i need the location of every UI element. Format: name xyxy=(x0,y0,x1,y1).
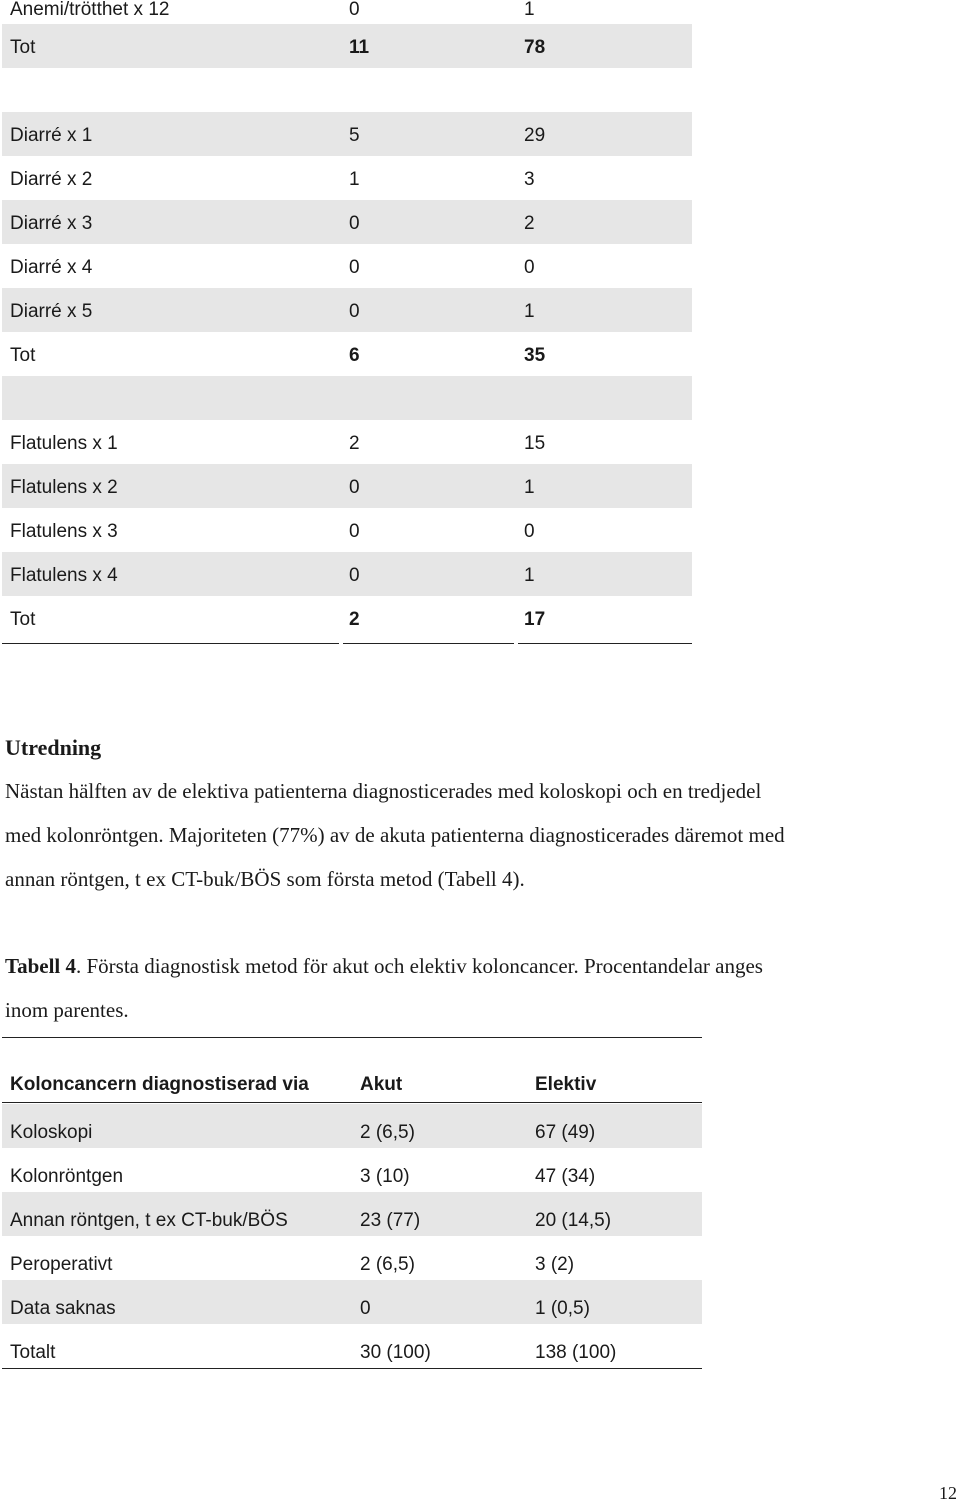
table-cell-elektiv: 1 xyxy=(524,301,535,322)
table-cell-elektiv: 0 xyxy=(524,521,535,542)
table-cell-elektiv: 1 xyxy=(524,565,535,586)
table4-header-elektiv: Elektiv xyxy=(535,1074,597,1095)
table-cell-label: Anemi/trötthet x 12 xyxy=(10,0,170,20)
table-cell-akut: 0 xyxy=(349,565,360,586)
table-cell-elektiv: 67 (49) xyxy=(535,1122,596,1143)
table-row xyxy=(2,68,692,112)
table-cell-akut: 6 xyxy=(349,345,360,366)
table-cell-elektiv: 15 xyxy=(524,433,546,454)
table-row xyxy=(2,1104,702,1148)
table-cell-akut: 0 xyxy=(349,521,360,542)
table-row xyxy=(2,288,692,332)
table4-header-rule xyxy=(2,1102,702,1103)
table-cell-akut: 3 (10) xyxy=(360,1166,410,1187)
table-row xyxy=(2,1148,702,1192)
table-caption-continued: inom parentes. xyxy=(5,998,129,1022)
table-cell-elektiv: 29 xyxy=(524,125,546,146)
table-row xyxy=(2,244,692,288)
table-caption xyxy=(5,954,763,979)
table-cell-elektiv: 0 xyxy=(524,257,535,278)
table-cell-akut: 2 xyxy=(349,609,360,630)
table-cell-akut: 2 xyxy=(349,433,360,454)
table-cell-elektiv: 1 xyxy=(524,0,535,20)
table-row xyxy=(2,376,692,420)
table-cell-akut: 1 xyxy=(349,169,360,190)
table4-header-method: Koloncancern diagnostiserad via xyxy=(10,1074,309,1095)
table-row xyxy=(2,508,692,552)
table-cell-label: Koloskopi xyxy=(10,1122,93,1143)
table-cell-label: Tot xyxy=(10,37,36,58)
table-caption-label: Tabell 4 xyxy=(5,954,76,978)
table-cell-label: Diarré x 5 xyxy=(10,301,93,322)
paragraph-line: med kolonröntgen. Majoriteten (77%) av de akuta patienterna diagnosticerades däremot med xyxy=(5,823,785,847)
table-cell-elektiv: 138 (100) xyxy=(535,1342,617,1363)
table-cell-akut: 11 xyxy=(349,37,370,58)
table-cell-elektiv: 1 (0,5) xyxy=(535,1298,590,1319)
table-cell-label: Tot xyxy=(10,345,36,366)
table-cell-elektiv: 3 (2) xyxy=(535,1254,575,1275)
table-cell-akut: 0 xyxy=(349,477,360,498)
table-row xyxy=(2,112,692,156)
symptom-table xyxy=(2,0,692,640)
table-row xyxy=(2,596,692,640)
table-cell-elektiv: 2 xyxy=(524,213,535,234)
table4-top-rule xyxy=(2,1037,702,1038)
table-cell-akut: 5 xyxy=(349,125,360,146)
table-cell-akut: 0 xyxy=(349,0,360,20)
table-cell-label: Diarré x 3 xyxy=(10,213,93,234)
table-row xyxy=(2,1280,702,1324)
table-row xyxy=(2,420,692,464)
table-cell-label: Flatulens x 3 xyxy=(10,521,118,542)
table-row xyxy=(2,464,692,508)
table-cell-label: Diarré x 2 xyxy=(10,169,93,190)
table-caption-text: . Första diagnostisk metod för akut och elektiv koloncancer. Procentandelar anges xyxy=(76,954,763,978)
table-cell-akut: 2 (6,5) xyxy=(360,1122,415,1143)
table4-header-akut: Akut xyxy=(360,1074,403,1095)
table-cell-akut: 2 (6,5) xyxy=(360,1254,415,1275)
table-cell-label: Flatulens x 2 xyxy=(10,477,118,498)
paragraph-line: annan röntgen, t ex CT-buk/BÖS som första metod (Tabell 4). xyxy=(5,867,525,891)
table-cell-elektiv: 1 xyxy=(524,477,535,498)
table-row xyxy=(2,156,692,200)
table-cell-elektiv: 78 xyxy=(524,37,546,58)
table-cell-label: Diarré x 4 xyxy=(10,257,93,278)
paragraph-line: Nästan hälften av de elektiva patienterna diagnosticerades med koloskopi och en tredjedel xyxy=(5,779,762,803)
table-row xyxy=(2,1324,702,1368)
section-heading: Utredning xyxy=(5,735,102,760)
table-row xyxy=(2,1192,702,1236)
table-cell-label: Flatulens x 4 xyxy=(10,565,118,586)
table-row xyxy=(2,200,692,244)
table-cell-akut: 30 (100) xyxy=(360,1342,431,1363)
table-cell-akut: 0 xyxy=(360,1298,371,1319)
table-cell-label: Flatulens x 1 xyxy=(10,433,118,454)
table-row xyxy=(2,552,692,596)
table-cell-elektiv: 3 xyxy=(524,169,535,190)
table-cell-akut: 0 xyxy=(349,301,360,322)
table-cell-elektiv: 47 (34) xyxy=(535,1166,596,1187)
table-cell-akut: 0 xyxy=(349,257,360,278)
table-cell-akut: 23 (77) xyxy=(360,1210,421,1231)
table-row xyxy=(2,332,692,376)
table-cell-label: Data saknas xyxy=(10,1298,116,1319)
table-cell-label: Tot xyxy=(10,609,36,630)
table-cell-elektiv: 35 xyxy=(524,345,546,366)
table4-body xyxy=(2,1104,702,1368)
table-row xyxy=(2,24,692,68)
table-cell-elektiv: 17 xyxy=(524,609,546,630)
table-cell-label: Totalt xyxy=(10,1342,56,1363)
table-cell-label: Kolonröntgen xyxy=(10,1166,124,1187)
table-cell-label: Annan röntgen, t ex CT-buk/BÖS xyxy=(10,1210,288,1231)
table4-header xyxy=(2,1074,702,1100)
table-cell-elektiv: 20 (14,5) xyxy=(535,1210,612,1231)
symptom-table-bottom-rule xyxy=(2,643,692,644)
table-row xyxy=(2,1236,702,1280)
table4-bottom-rule xyxy=(2,1368,702,1369)
table-cell-label: Diarré x 1 xyxy=(10,125,93,146)
table-row xyxy=(2,0,692,24)
page-number: 12 xyxy=(939,1483,957,1503)
table-cell-label: Peroperativt xyxy=(10,1254,113,1275)
table-cell-akut: 0 xyxy=(349,213,360,234)
